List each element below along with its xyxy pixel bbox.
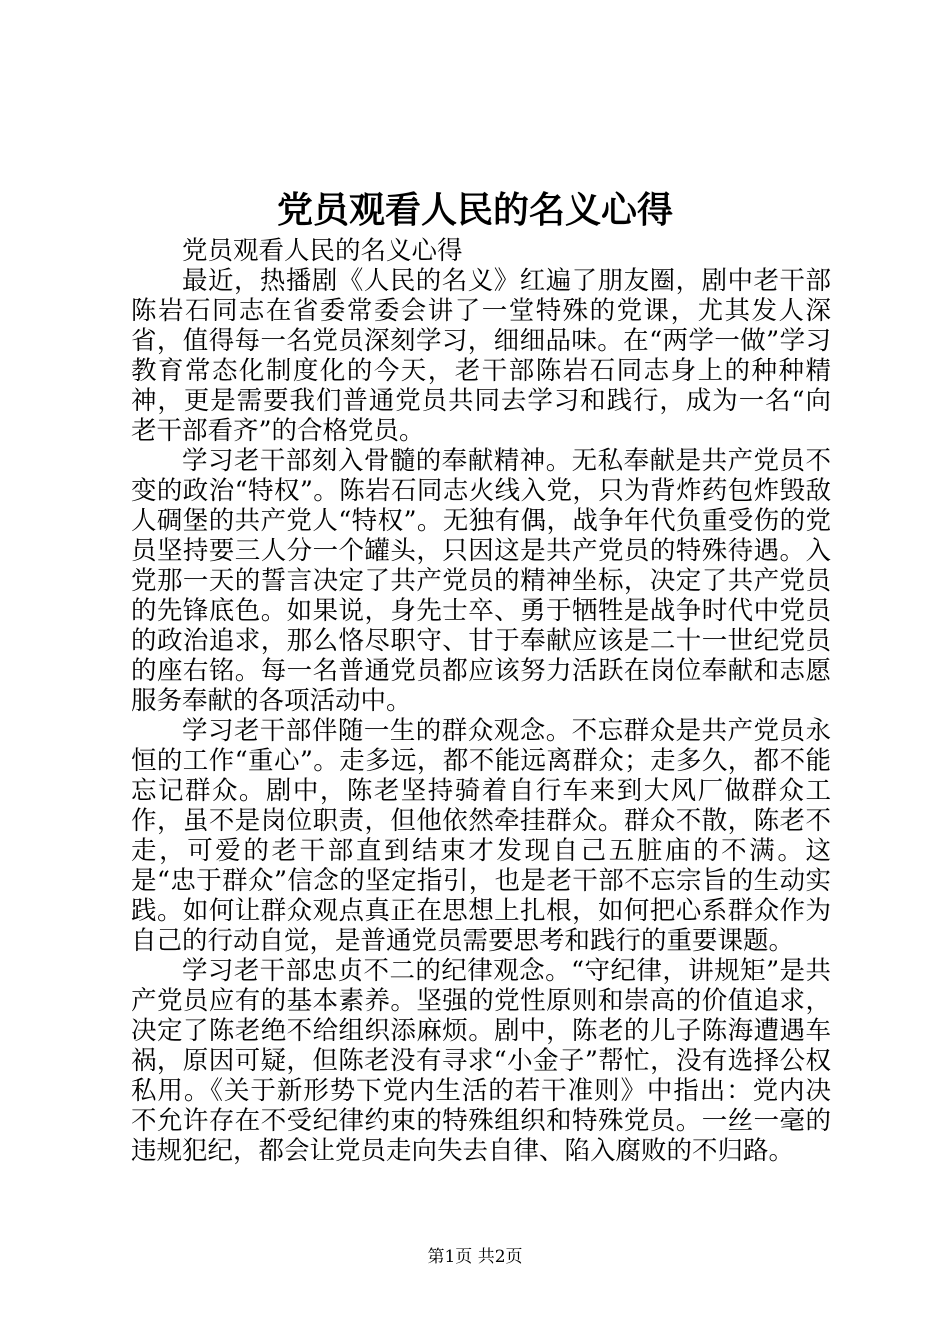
paragraph-dedication: 学习老干部刻入骨髓的奉献精神。无私奉献是共产党员不变的政治“特权”。陈岩石同志火线入党，只为背炸药包炸毁敌人碉堡的共产党人“特权”。无独有偶，战争年代负重受伤的党员坚持要三人分一个罐头，只因这是共产党员的特殊待遇。入党那一天的誓言决定了共产党员的精神坐标，决定了共产党员的先锋底色。如果说，身先士卒、勇于牺牲是战争时代中党员的政治追求，那么恪尽职守、甘于奉献应该是二十一世纪党员的座右铭。每一名普通党员都应该努力活跃在岗位奉献和志愿服务奉献的各项活动中。 xyxy=(131,446,831,716)
paragraph-mass-line: 学习老干部伴随一生的群众观念。不忘群众是共产党员永恒的工作“重心”。走多远，都不能远离群众；走多久，都不能忘记群众。剧中，陈老坚持骑着自行车来到大风厂做群众工作，虽不是岗位职责，但他依然牵挂群众。群众不散，陈老不走，可爱的老干部直到结束才发现自己五脏庙的不满。这是“忠于群众”信念的坚定指引，也是老干部不忘宗旨的生动实践。如何让群众观点真正在思想上扎根，如何把心系群众作为自己的行动自觉，是普通党员需要思考和践行的重要课题。 xyxy=(131,716,831,956)
document-body xyxy=(131,236,831,1166)
document-title: 党员观看人民的名义心得 xyxy=(276,189,673,231)
paragraph-discipline: 学习老干部忠贞不二的纪律观念。“守纪律，讲规矩”是共产党员应有的基本素养。坚强的党性原则和崇高的价值追求，决定了陈老绝不给组织添麻烦。剧中，陈老的儿子陈海遭遇车祸，原因可疑，但陈老没有寻求“小金子”帮忙，没有选择公权私用。《关于新形势下党内生活的若干准则》中指出：党内决不允许存在不受纪律约束的特殊组织和特殊党员。一丝一毫的违规犯纪，都会让党员走向失去自律、陷入腐败的不归路。 xyxy=(131,956,831,1166)
page-number-footer: 第1页 共2页 xyxy=(427,1247,523,1267)
paragraph-subtitle: 党员观看人民的名义心得 xyxy=(182,236,463,266)
paragraph-intro: 最近，热播剧《人民的名义》红遍了朋友圈，剧中老干部陈岩石同志在省委常委会讲了一堂特殊的党课，尤其发人深省，值得每一名党员深刻学习，细细品味。在“两学一做”学习教育常态化制度化的今天，老干部陈岩石同志身上的种种精神，更是需要我们普通党员共同去学习和践行，成为一名“向老干部看齐”的合格党员。 xyxy=(131,266,831,446)
